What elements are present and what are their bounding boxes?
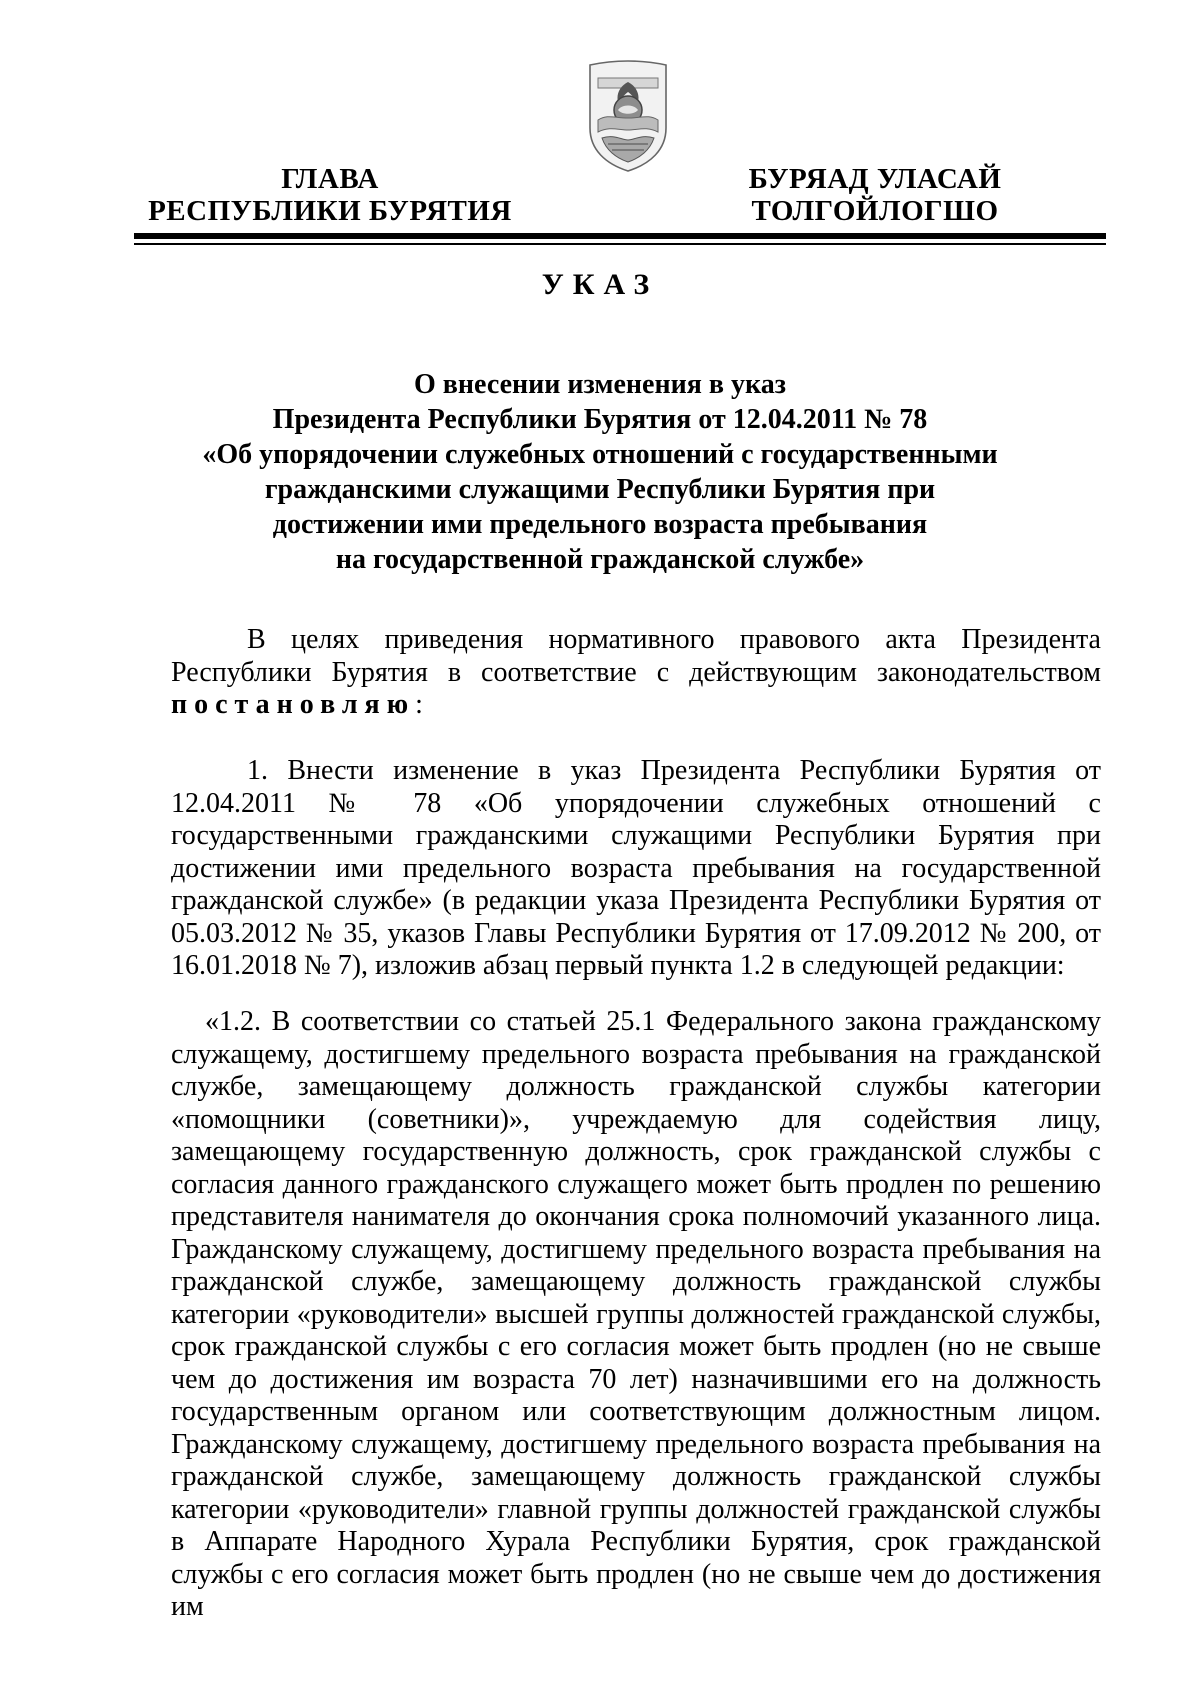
header-divider-thin (134, 243, 1106, 245)
decree-title-line: достижении ими предельного возраста пребывания (272, 509, 928, 540)
issuer-title-buryat-line2: ТОЛГОЙЛОГШО (751, 195, 999, 227)
decree-word: постановляю (171, 689, 416, 720)
header-divider-thick (134, 233, 1106, 239)
point-1-text: 1. Внести изменение в указ Президента Республики Бурятия от 12.04.2011 № 78 «Об упорядочении служебных отношений с государственными гражданскими служащими Республики Бурятия при достижении ими предельного возраста пребывания на государственной гражданской службе» (в редакции указа Президента Республики Бурятия от 05.03.2012 № 35, указов Главы Республики Бурятия от 17.09.2012 № 200, от 16.01.2018 № 7), изложив абзац первый пункта 1.2 в следующей редакции: (171, 755, 1101, 981)
point-1-2-paragraph (171, 1006, 1101, 1624)
decree-title (180, 367, 1020, 577)
issuer-title-buryat-line1: БУРЯАД УЛАСАЙ (748, 163, 1002, 195)
decree-title-line: гражданскими служащими Республики Бурятия при (264, 474, 936, 505)
decree-title-line: Президента Республики Бурятия от 12.04.2011 № 78 (272, 404, 928, 435)
document-type-heading: УКАЗ (541, 268, 659, 301)
issuer-title-line1: ГЛАВА (281, 163, 379, 195)
preamble-paragraph (171, 624, 1101, 722)
issuer-title-russian (130, 163, 530, 227)
republic-coat-of-arms-icon (582, 58, 674, 174)
issuer-title-buryat (710, 163, 1040, 227)
preamble-colon: : (415, 689, 423, 720)
preamble-text: В целях приведения нормативного правового акта Президента Республики Бурятия в соответствие с действующим законодательством (171, 624, 1101, 688)
point-1-2-text: «1.2. В соответствии со статьей 25.1 Федерального закона гражданскому служащему, достигшему предельного возраста пребывания на гражданской службе, замещающему должность гражданской службы категории «помощники (советники)», учреждаемую для содействия лицу, замещающему государственную должность, срок гражданской службы с согласия данного гражданского служащего может быть продлен по решению представителя нанимателя до окончания срока полномочий указанного лица. Гражданскому служащему, достигшему предельного возраста пребывания на гражданской службе, замещающему должность гражданской службы категории «руководители» высшей группы должностей гражданской службы, срок гражданской службы с его согласия может быть продлен (но не свыше чем до достижения им возраста 70 лет) назначившими его на должность государственным органом или соответствующим должностным лицом. Гражданскому служащему, достигшему предельного возраста пребывания на гражданской службе, замещающему должность гражданской службы категории «руководители» главной группы должностей гражданской службы в Аппарате Народного Хурала Республики Бурятия, срок гражданской службы с его согласия может быть продлен (но не свыше чем до достижения им (171, 1006, 1101, 1622)
decree-title-line: О внесении изменения в указ (414, 369, 786, 400)
point-1-paragraph (171, 755, 1101, 983)
decree-title-line: на государственной гражданской службе» (335, 544, 865, 575)
decree-title-line: «Об упорядочении служебных отношений с государственными (202, 439, 998, 470)
issuer-title-line2: РЕСПУБЛИКИ БУРЯТИЯ (148, 195, 512, 227)
